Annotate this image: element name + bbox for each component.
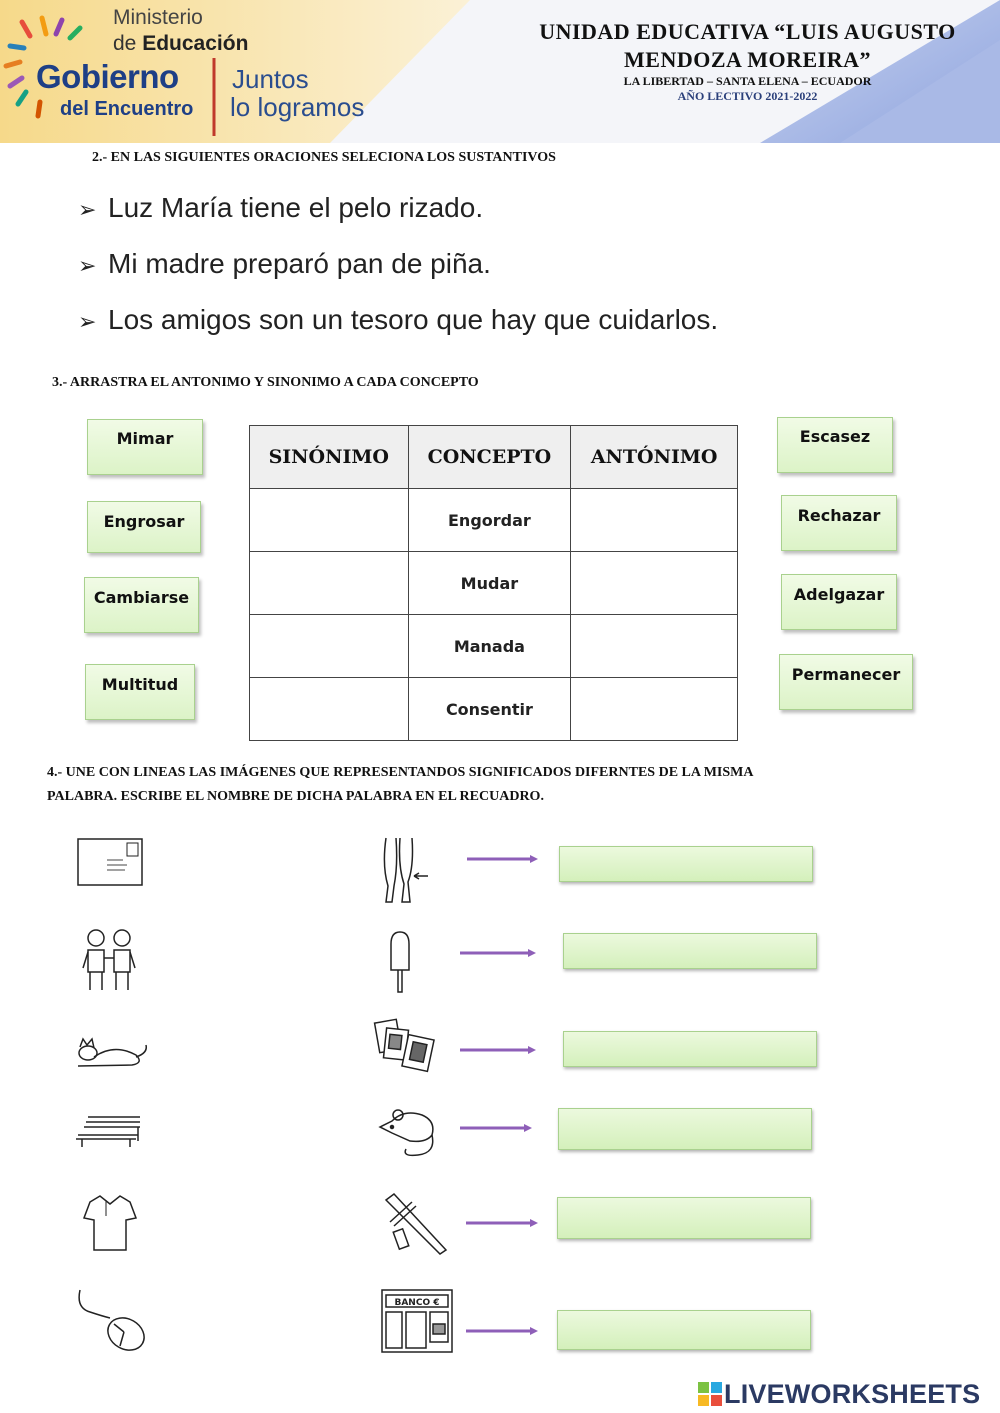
bench-icon[interactable] [74,1113,146,1149]
rat-icon[interactable] [378,1103,440,1159]
drag-word-cambiarse[interactable]: Cambiarse [84,577,199,633]
two-kids-icon[interactable] [80,928,140,992]
antonym-drop-zone[interactable] [571,552,738,615]
section-4-title-line-1: 4.- UNE CON LINEAS LAS IMÁGENES QUE REPRESENTANDOS SIGNIFICADOS DIFERNTES DE LA MISMA [47,765,754,780]
header-concepto: CONCEPTO [408,426,571,489]
bank-icon[interactable] [380,1288,454,1354]
leg-calf-icon[interactable] [378,836,430,906]
table-row [250,489,738,552]
answer-box-4[interactable] [558,1108,812,1150]
cat-icon[interactable] [74,1035,150,1071]
ministry-line-2 [113,32,248,56]
liveworksheets-logo-icon [698,1382,722,1406]
answer-box-6[interactable] [557,1310,811,1350]
clamp-icon[interactable] [382,1192,452,1256]
section-2-title: 2.- EN LAS SIGUIENTES ORACIONES SELECIONA LOS SUSTANTIVOS [92,150,556,165]
table-row [250,552,738,615]
liveworksheets-brand: LIVEWORKSHEETS [724,1379,981,1409]
sentence-3[interactable] [78,304,718,336]
drag-word-escasez[interactable]: Escasez [777,417,893,473]
answer-box-1[interactable] [559,846,813,882]
table-row [250,615,738,678]
arrow-head-icon [530,1327,538,1335]
header-sinonimo: SINÓNIMO [250,426,409,489]
section-3-title: 3.- ARRASTRA EL ANTONIMO Y SINONIMO A CADA CONCEPTO [52,375,479,390]
sentence-1[interactable] [78,192,483,224]
table-row [250,678,738,741]
bullet-arrow-icon: ➢ [78,309,97,334]
school-name: UNIDAD EDUCATIVA “LUIS AUGUSTO MENDOZA MOREIRA” [539,19,956,72]
sentence-1-text[interactable]: Luz María tiene el pelo rizado. [108,192,484,223]
arrow-head-icon [530,855,538,863]
concept-cell: Consentir [408,678,571,741]
ministry-line-1: Ministerio [113,6,203,29]
drag-word-adelgazar[interactable]: Adelgazar [781,574,897,630]
bullet-arrow-icon: ➢ [78,197,97,222]
drag-word-permanecer[interactable]: Permanecer [779,654,913,710]
answer-box-2[interactable] [563,933,817,969]
computer-mouse-icon[interactable] [76,1288,148,1354]
concept-cell: Engordar [408,489,571,552]
popsicle-icon[interactable] [387,930,413,996]
arrow-head-icon [528,1046,536,1054]
answer-box-5[interactable] [557,1197,811,1239]
synonym-drop-zone[interactable] [250,489,409,552]
bank-sign: BANCO € [394,1298,440,1308]
drag-word-rechazar[interactable]: Rechazar [781,495,897,551]
antonym-drop-zone[interactable] [571,615,738,678]
sentence-2-text[interactable]: Mi madre preparó pan de piña. [108,248,491,279]
sentence-2[interactable] [78,248,491,280]
answer-box-3[interactable] [563,1031,817,1067]
arrows-layer [450,840,550,1350]
synonym-drop-zone[interactable] [250,615,409,678]
gov-name: Gobierno [36,58,179,95]
gov-subtitle: del Encuentro [60,98,194,120]
slogan-line-2: lo logramos [230,92,365,122]
concept-cell: Manada [408,615,571,678]
drag-word-multitud[interactable]: Multitud [85,664,195,720]
synonym-drop-zone[interactable] [250,552,409,615]
sentence-3-text[interactable]: Los amigos son un tesoro que hay que cuidarlos. [108,304,719,335]
ministry-bold: Educación [142,32,249,55]
drag-word-engrosar[interactable]: Engrosar [87,501,201,553]
arrow-head-icon [530,1219,538,1227]
header-antonimo: ANTÓNIMO [571,426,738,489]
synonym-antonym-table [249,425,738,741]
slogan-line-1: Juntos [232,64,309,94]
table-header-row [250,426,738,489]
arrow-head-icon [528,949,536,957]
school-location: LA LIBERTAD – SANTA ELENA – ECUADOR [623,74,872,88]
antonym-drop-zone[interactable] [571,678,738,741]
ministry-prefix: de [113,32,143,55]
school-year: AÑO LECTIVO 2021-2022 [677,89,818,103]
shirt-icon[interactable] [82,1192,138,1254]
drag-word-mimar[interactable]: Mimar [87,419,203,475]
section-4-title-line-2: PALABRA. ESCRIBE EL NOMBRE DE DICHA PALABRA EN EL RECUADRO. [47,789,544,804]
envelope-icon[interactable] [77,838,145,888]
bullet-arrow-icon: ➢ [78,253,97,278]
playing-cards-icon[interactable] [373,1017,437,1073]
antonym-drop-zone[interactable] [571,489,738,552]
synonym-drop-zone[interactable] [250,678,409,741]
concept-cell: Mudar [408,552,571,615]
arrow-head-icon [524,1124,532,1132]
page-header [0,0,1000,143]
